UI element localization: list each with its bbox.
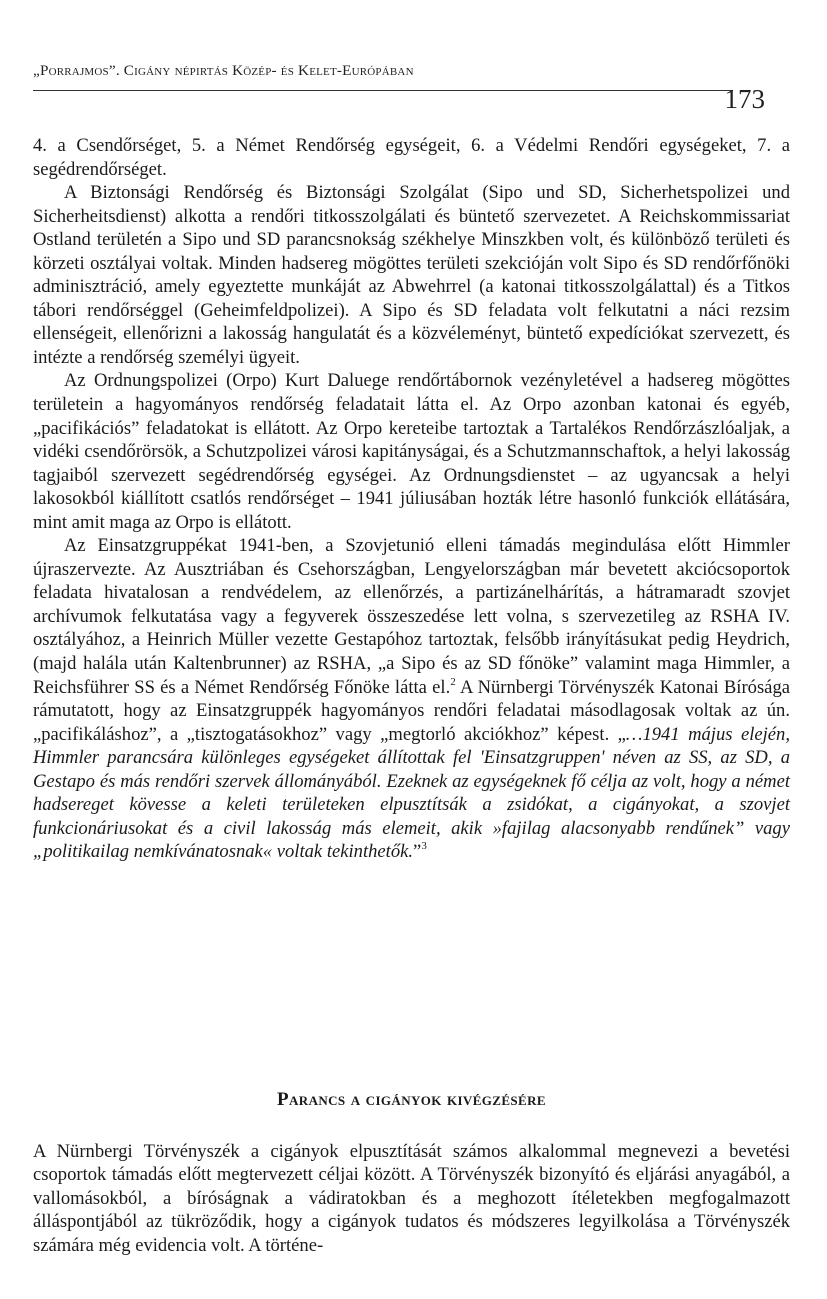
paragraph: Az Ordnungspolizei (Orpo) Kurt Daluege rendőrtábornok vezényletével a hadsereg mögöttes területein a hagyományos rendőrség feladatait látta el. Az Orpo azonban katonai és egyéb, „pacifikációs” feladatokat is ellátott. Az Orpo kereteibe tartoztak a Tartalékos Rendőrzászlóaljak, a vidéki csendőrörsök, a Schutzpolizei városi kapitányságai, és a Schutzmannschaftok, a helyi lakosság tagjaiból szervezett segédrendőrség egységei. Az Ordnungsdienstet – az ugyancsak a helyi lakosokból kiállított csatlós rendőrséget – 1941 júliusában hozták létre hasonló funkciók ellátására, mint amit maga az Orpo is ellátott. [33,370,790,533]
paragraph: 4. a Csendőrséget, 5. a Német Rendőrség egységeit, 6. a Védelmi Rendőri egységeket, 7. a segédrendőrséget. [33,135,790,180]
section-text [33,1140,790,1257]
italic-quote: …1941 május elején, Himmler parancsára különleges egységeket állítottak fel 'Einsatzgruppen' néven az SS, az SD, a Gestapo és más rendőri szervek állományából. Ezeknek az egységeknek fő célja az volt, hogy a német hadsereget kövesse a keleti területeken elpusztítsák a zsidókat, a cigányokat, a szovjet funkcionáriusokat és a civil lakosság más elemeit, akik »fajilag alacsonyabb rendűnek” vagy „politikailag nemkívánatosnak« voltak tekinthetők. [33,723,790,863]
running-title: „Porrajmos”. Cigány népirtás Közép- és Kelet-Európában [33,62,414,79]
footnote-marker: 3 [421,840,427,853]
paragraph-text: A Nürnbergi Törvényszék Katonai Bírósága rámutatott, hogy az Einsatzgruppék hagyományos rendőri feladatai másodlagosak voltak az ún. „pacifikáláshoz”, a „tisztogatásokhoz” vagy „megtorló akciókhoz” képest. „ [33,676,790,745]
page-number: 173 [724,84,765,114]
section-heading: Parancs a cigányok kivégzésére [276,1089,546,1110]
paragraph-text: Az Einsatzgruppékat 1941-ben, a Szovjetunió elleni támadás megindulása előtt Himmler újraszervezte. Az Ausztriában és Csehországban, Lengyelországban már bevetett akciócsoportok feladata hivatalosan a rendvédelem, az ellenőrzés, a partizánelhárítás, a hátramaradt szovjet archívumok felkutatása vagy a fegyverek összeszedése lett volna, s szervezetileg az RSHA IV. osztályához, a Heinrich Müller vezette Gestapóhoz tartoztak, felsőbb irányításukat pedig Heydrich, (majd halála után Kaltenbrunner) az RSHA, „a Sipo és az SD főnöke” valamint maga Himmler, a Reichsführer SS és a Német Rendőrség Főnöke látta el. [33,535,790,698]
paragraph: A Biztonsági Rendőrség és Biztonsági Szolgálat (Sipo und SD, Sicherhetspolizei und Sicherheitsdienst) alkotta a rendőri titkosszolgálati és büntető szervezetet. A Reichskommissariat Ostland területén a Sipo und SD parancsnokság székhelye Minszkben volt, és különböző területi és körzeti osztályai voltak. Minden hadsereg mögöttes területi szekcióján volt Sipo és SD rendőrfőnöki adminisztráció, amely egyeztette munkáját az Abwehrrel (a katonai titkosszolgálattal) és a Titkos tábori rendőrséggel (Geheimfeldpolizei). A Sipo és SD feladata volt felkutatni a náci rezsim ellenségeit, ellenőrizni a lakosság hangulatát és a közvéleményt, büntető expedíciókat szervezett, és intézte a rendőrség személyi ügyeit. [33,182,790,368]
header-rule [33,90,733,91]
quote-close: ” [413,841,422,863]
footnote-marker: 2 [450,675,456,688]
paragraph: A Nürnbergi Törvényszék a cigányok elpusztítását számos alkalommal megnevezi a bevetési csoportok támadás előtt megtervezett céljai között. A Törvényszék bizonyító és eljárási anyagából, a vallomásokból, a bíróságnak a vádiratokban és a meghozott ítéletekben megfogalmazott álláspontjából az tükröződik, hogy a cigányok tudatos és módszeres legyilkolása a Törvényszék számára még evidencia volt. A történe- [33,1141,790,1256]
main-text [33,134,790,864]
running-head [33,62,797,114]
paragraph-einsatzgruppen [33,534,790,864]
